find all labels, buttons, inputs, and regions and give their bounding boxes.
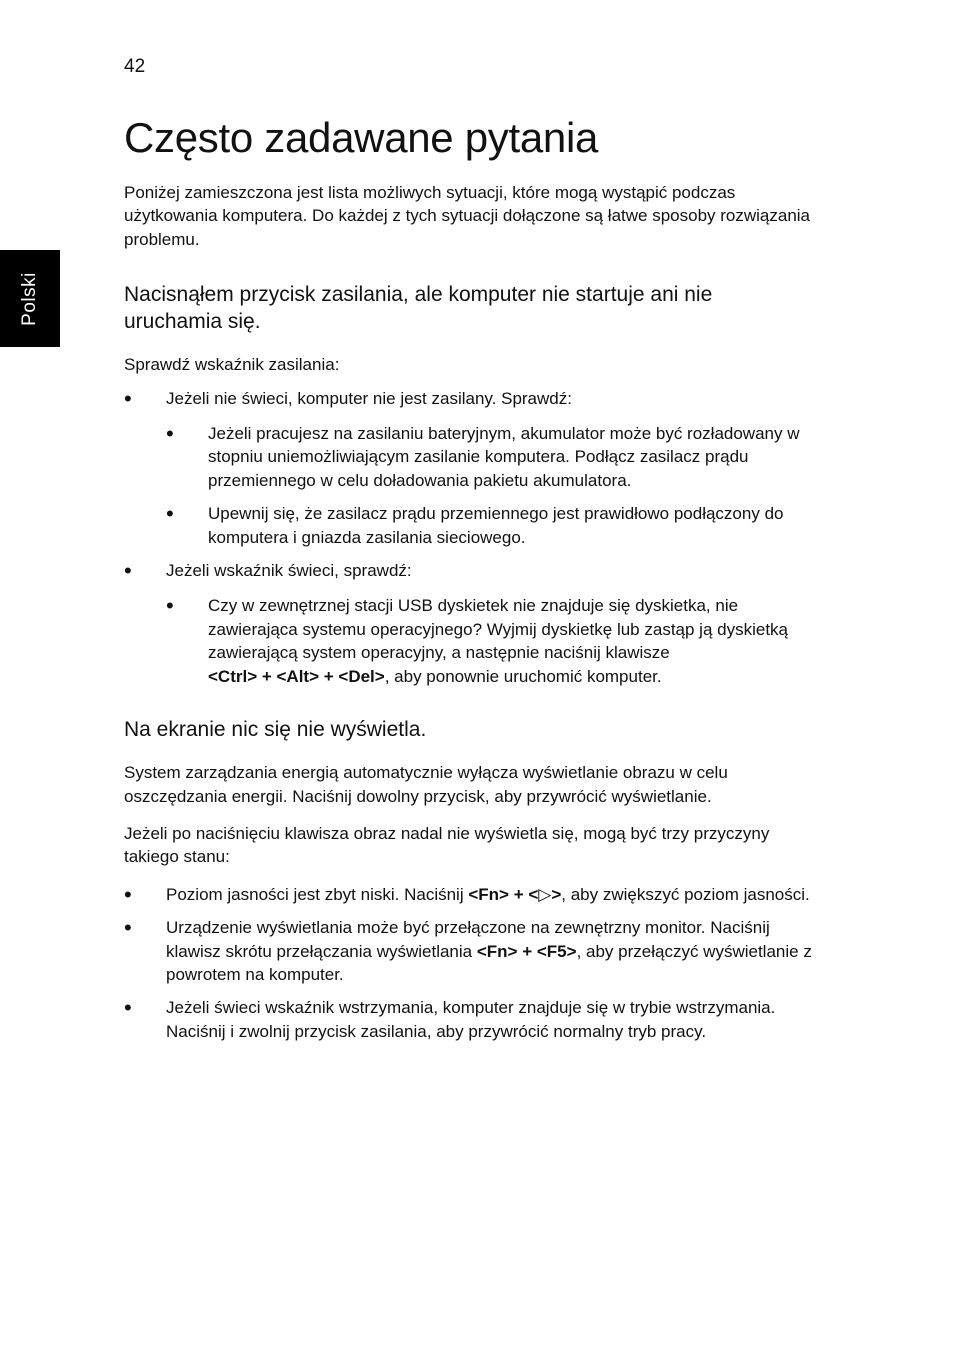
section2-heading: Na ekranie nic się nie wyświetla.: [124, 718, 427, 742]
language-tab-label: Polski: [19, 271, 40, 326]
list-item: [124, 387, 814, 549]
page-number: 42: [124, 56, 146, 77]
sub-item-text: Czy w zewnętrznej stacji USB dyskietek nie znajduje się dyskietka, nie zawierająca systemu operacyjnego? Wyjmij dyskietkę lub zastąp ją dyskietką zawierającą system operacyjny, a następnie naciśnij klawisze: [208, 596, 788, 663]
list-item-text: Poziom jasności jest zbyt niski. Naciśnij: [166, 884, 464, 904]
key-combo: <Fn> + <▷>: [468, 884, 562, 904]
list-item: [124, 916, 814, 986]
page-content: [124, 114, 814, 1053]
sub-list-item: [166, 594, 814, 688]
list-item-text: Urządzenie wyświetlania może być przełączone na zewnętrzny monitor. Naciśnij klawisz skrótu przełączania wyświetlania: [166, 918, 770, 961]
list-item: • Jeżeli świeci wskaźnik wstrzymania, komputer znajduje się w trybie wstrzymania. Naciśnij i zwolnij przycisk zasilania, aby przywrócić normalny tryb pracy.: [124, 996, 814, 1043]
section2-paragraph-2: Jeżeli po naciśnięciu klawisza obraz nadal nie wyświetla się, mogą być trzy przyczyny takiego stanu:: [124, 823, 770, 867]
list-item-text: Jeżeli nie świeci, komputer nie jest zasilany. Sprawdź:: [166, 388, 572, 408]
sub-list-item: • Jeżeli pracujesz na zasilaniu bateryjnym, akumulator może być rozładowany w stopniu uniemożliwiającym zasilanie komputera. Podłącz zasilacz prądu przemiennego w celu doładowania pakietu akumulatora.: [166, 422, 814, 492]
section2-list: [124, 883, 814, 1043]
key-combo: <Fn> + <F5>: [476, 941, 577, 961]
list-item-text-after: , aby zwiększyć poziom jasności.: [561, 884, 810, 904]
section2-paragraph-1: System zarządzania energią automatycznie wyłącza wyświetlanie obrazu w celu oszczędzania energii. Naciśnij dowolny przycisk, aby przywrócić wyświetlanie.: [124, 763, 728, 806]
list-item: [124, 559, 814, 688]
key-combo: <Ctrl> + <Alt> + <Del>: [208, 666, 385, 686]
section1-list: [124, 387, 814, 688]
section1-heading: Nacisnąłem przycisk zasilania, ale komputer nie startuje ani nie uruchamia się.: [124, 283, 713, 334]
sub-list: [166, 594, 814, 688]
sub-list-item: • Upewnij się, że zasilacz prądu przemiennego jest prawidłowo podłączony do komputera i gniazda zasilania sieciowego.: [166, 502, 814, 549]
sub-list: [166, 422, 814, 549]
list-item-text-after: , aby przełączyć wyświetlanie z powrotem na komputer.: [166, 941, 812, 984]
language-side-tab: [0, 250, 60, 347]
list-item-text: Jeżeli wskaźnik świeci, sprawdź:: [166, 561, 412, 581]
list-item: [124, 883, 814, 906]
section1-lead: Sprawdź wskaźnik zasilania:: [124, 355, 340, 375]
sub-item-text-after: , aby ponownie uruchomić komputer.: [384, 666, 662, 686]
intro-paragraph: Poniżej zamieszczona jest lista możliwych sytuacji, które mogą wystąpić podczas użytkowania komputera. Do każdej z tych sytuacji dołączone są łatwe sposoby rozwiązania problemu.: [124, 183, 811, 249]
page-title: Często zadawane pytania: [124, 114, 599, 161]
